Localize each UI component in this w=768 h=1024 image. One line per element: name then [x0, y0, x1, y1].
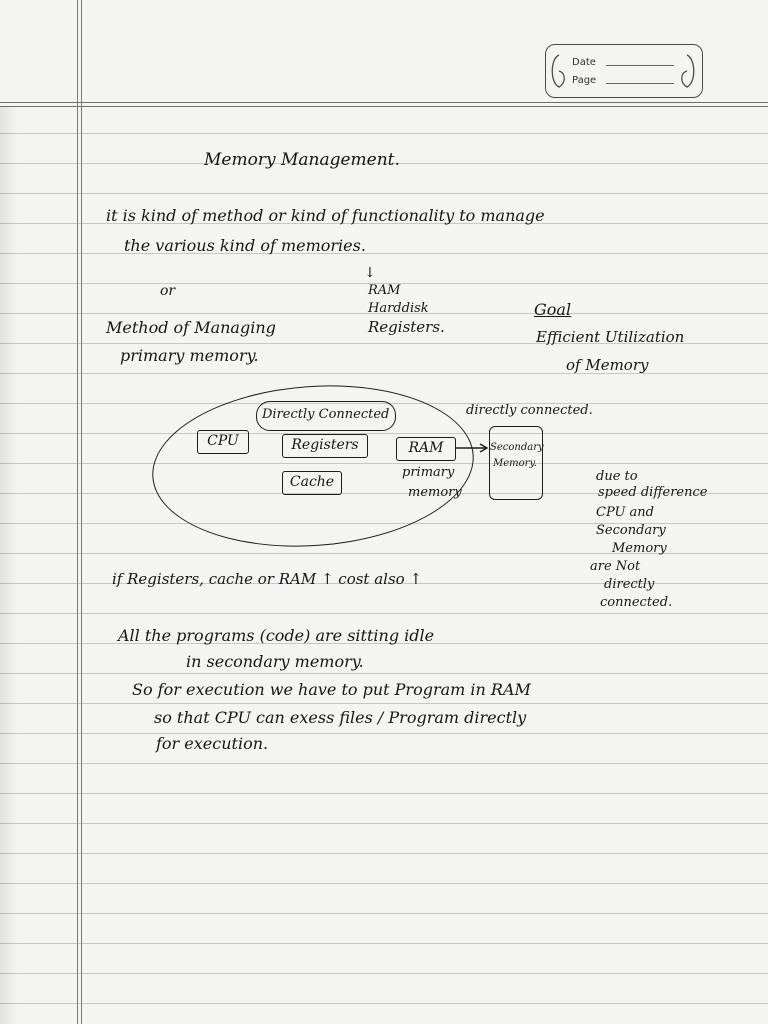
side-note-line-7: directly: [604, 577, 655, 592]
directly-connected-note: directly connected.: [466, 403, 593, 418]
memory-item-registers: Registers.: [368, 318, 445, 336]
intro-line-2: the various kind of memories.: [124, 236, 366, 255]
date-label: Date: [572, 57, 596, 68]
cpu-box: CPU: [197, 430, 249, 454]
para-line-2: in secondary memory.: [186, 652, 364, 671]
para-line-3: So for execution we have to put Program in RAM: [132, 680, 531, 699]
side-note-line-5: Memory: [612, 541, 667, 556]
ram-caption-line-1: primary: [402, 465, 455, 480]
goal-line-2: of Memory: [566, 356, 649, 374]
cost-line: if Registers, cache or RAM ↑ cost also ↑: [112, 570, 423, 588]
para-line-4: so that CPU can exess files / Program directly: [154, 708, 527, 727]
intro-line-1: it is kind of method or kind of functionality to manage: [106, 206, 545, 225]
registers-box: Registers: [282, 434, 368, 458]
or-text: or: [160, 283, 176, 299]
secondary-line-1: Secondary: [490, 442, 544, 453]
method-line-1: Method of Managing: [106, 318, 276, 337]
memory-item-harddisk: Harddisk: [368, 301, 429, 316]
side-note-line-2: speed difference: [598, 485, 708, 500]
para-line-5: for execution.: [156, 734, 269, 753]
down-arrow-icon: ↓: [364, 265, 376, 281]
para-line-1: All the programs (code) are sitting idle: [118, 626, 435, 645]
secondary-line-2: Memory.: [493, 458, 537, 469]
method-line-2: primary memory.: [120, 346, 259, 365]
memory-item-ram: RAM: [368, 283, 401, 298]
side-note-line-4: Secondary: [596, 523, 666, 538]
goal-heading: Goal: [534, 300, 572, 319]
ram-caption-line-2: memory: [408, 485, 462, 500]
ram-box: RAM: [396, 437, 456, 461]
page-title: Memory Management.: [204, 150, 400, 170]
cache-box: Cache: [282, 471, 342, 495]
goal-line-1: Efficient Utilization: [536, 328, 685, 346]
page-label: Page: [572, 75, 597, 86]
directly-connected-label: Directly Connected: [262, 407, 390, 422]
side-note-line-6: are Not: [590, 559, 641, 574]
side-note-line-8: connected.: [600, 595, 673, 610]
side-note-line-1: due to: [596, 469, 638, 484]
side-note-line-3: CPU and: [596, 505, 654, 520]
